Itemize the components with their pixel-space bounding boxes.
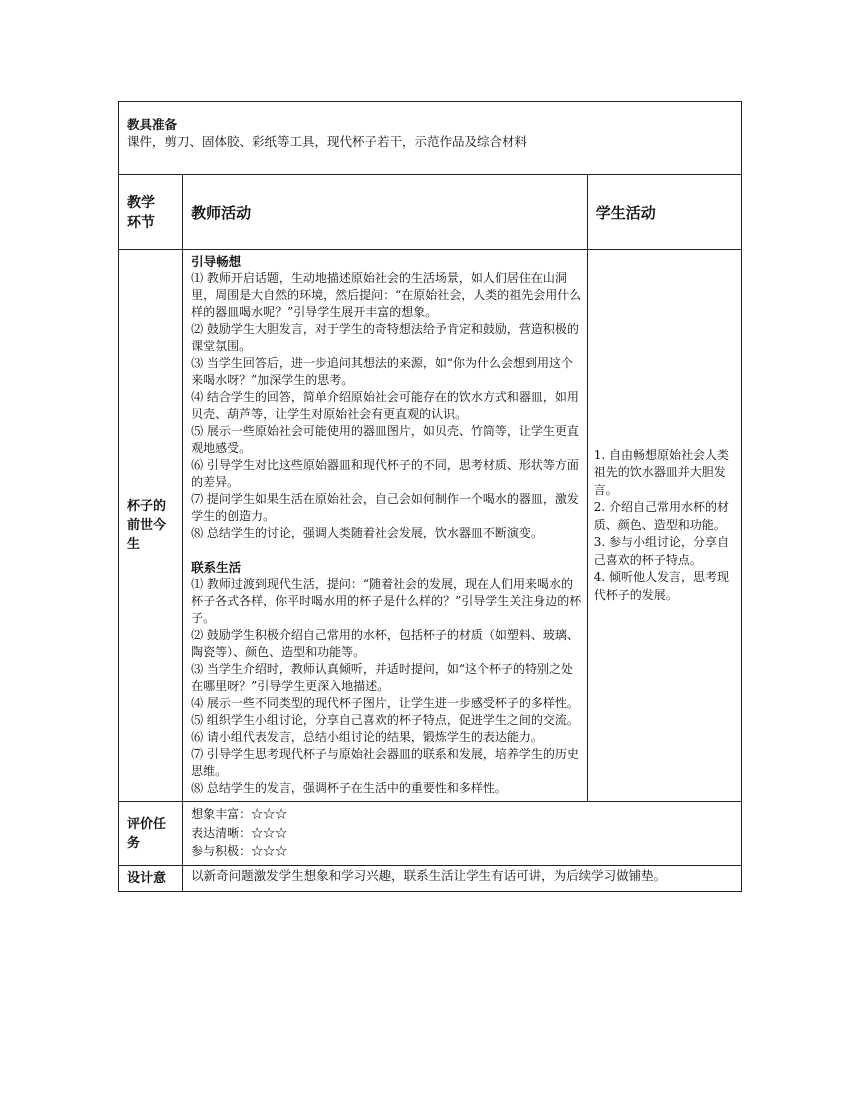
design-text: 以新奇问题激发学生想象和学习兴趣，联系生活让学生有话可讲，为后续学习做铺垫。 xyxy=(183,866,742,892)
part1-item: ⑴ 教师开启话题，生动地描述原始社会的生活场景，如人们居住在山洞里，周围是大自然的环境，然后提问：“在原始社会，人类的祖先会用什么样的器皿喝水呢？”引导学生展开丰富的想象。 xyxy=(191,271,582,319)
spacer xyxy=(191,542,583,559)
student-item: 2. 介绍自己常用水杯的材质、颜色、造型和功能。 xyxy=(593,500,729,532)
prep-text: 课件，剪刀、固体胶、彩纸等工具，现代杯子若干，示范作品及综合材料 xyxy=(127,134,528,149)
design-row xyxy=(119,866,742,892)
evaluation-label: 评价任务 xyxy=(119,802,183,866)
evaluation-cell xyxy=(183,802,742,866)
header-stage-line2: 环节 xyxy=(127,215,155,231)
header-row xyxy=(119,175,742,250)
part1-item: ⑹ 引导学生对比这些原始器皿和现代杯子的不同，思考材质、形状等方面的差异。 xyxy=(191,458,579,489)
part2-item: ⑹ 请小组代表发言，总结小组讨论的结果，锻炼学生的表达能力。 xyxy=(191,730,543,744)
part1-item: ⑵ 鼓励学生大胆发言，对于学生的奇特想法给予肯定和鼓励，营造积极的课堂氛围。 xyxy=(191,322,579,353)
student-activity-cell xyxy=(587,250,741,802)
part1-item: ⑺ 提问学生如果生活在原始社会，自己会如何制作一个喝水的器皿，激发学生的创造力。 xyxy=(191,492,579,523)
part1-item: ⑷ 结合学生的回答，简单介绍原始社会可能存在的饮水方式和器皿，如用贝壳、葫芦等，让学生对原始社会有更直观的认识。 xyxy=(191,390,579,421)
part2-item: ⑴ 教师过渡到现代生活，提问：“随着社会的发展，现在人们用来喝水的杯子各式各样，你平时喝水用的杯子是什么样的？”引导学生关注身边的杯子。 xyxy=(191,577,582,625)
evaluation-item: 参与积极：☆☆☆ xyxy=(191,844,288,858)
prep-heading: 教具准备 xyxy=(127,117,178,132)
part2-title: 联系生活 xyxy=(191,560,242,575)
part2-item: ⑵ 鼓励学生积极介绍自己常用的水杯，包括杯子的材质（如塑料、玻璃、陶瓷等）、颜色、造型和功能等。 xyxy=(191,628,579,659)
section-row xyxy=(119,250,742,802)
section-label: 杯子的前世今生 xyxy=(119,250,183,802)
lesson-plan-table xyxy=(118,101,742,892)
header-stage-line1: 教学 xyxy=(127,195,155,211)
header-teacher: 教师活动 xyxy=(183,175,588,250)
student-item: 1. 自由畅想原始社会人类祖先的饮水器皿并大胆发言。 xyxy=(593,447,729,497)
prep-cell xyxy=(119,102,742,175)
student-item: 3. 参与小组讨论，分享自己喜欢的杯子特点。 xyxy=(593,535,729,567)
design-label: 设计意 xyxy=(119,866,183,892)
part1-item: ⑶ 当学生回答后，进一步追问其想法的来源，如“你为什么会想到用这个来喝水呀？”加深学生的思考。 xyxy=(191,356,574,387)
part2-item: ⑷ 展示一些不同类型的现代杯子图片，让学生进一步感受杯子的多样性。 xyxy=(191,696,579,710)
header-student: 学生活动 xyxy=(587,175,741,250)
part2-item: ⑻ 总结学生的发言，强调杯子在生活中的重要性和多样性。 xyxy=(191,781,507,795)
part1-title: 引导畅想 xyxy=(191,254,242,269)
evaluation-item: 表达清晰：☆☆☆ xyxy=(191,825,288,840)
evaluation-row xyxy=(119,802,742,866)
part1-item: ⑸ 展示一些原始社会可能使用的器皿图片，如贝壳、竹筒等，让学生更直观地感受。 xyxy=(191,424,579,455)
student-item: 4. 倾听他人发言，思考现代杯子的发展。 xyxy=(593,570,729,602)
prep-row xyxy=(119,102,742,175)
part2-item: ⑸ 组织学生小组讨论，分享自己喜欢的杯子特点，促进学生之间的交流。 xyxy=(191,713,579,727)
part1-item: ⑻ 总结学生的讨论，强调人类随着社会发展，饮水器皿不断演变。 xyxy=(191,526,543,540)
part2-item: ⑶ 当学生介绍时，教师认真倾听，并适时提问，如“这个杯子的特别之处在哪里呀？”引导学生更深入地描述。 xyxy=(191,662,574,693)
teacher-activity-cell xyxy=(183,250,588,802)
evaluation-item: 想象丰富：☆☆☆ xyxy=(191,807,288,821)
header-stage xyxy=(119,175,183,250)
part2-item: ⑺ 引导学生思考现代杯子与原始社会器皿的联系和发展，培养学生的历史思维。 xyxy=(191,747,579,778)
